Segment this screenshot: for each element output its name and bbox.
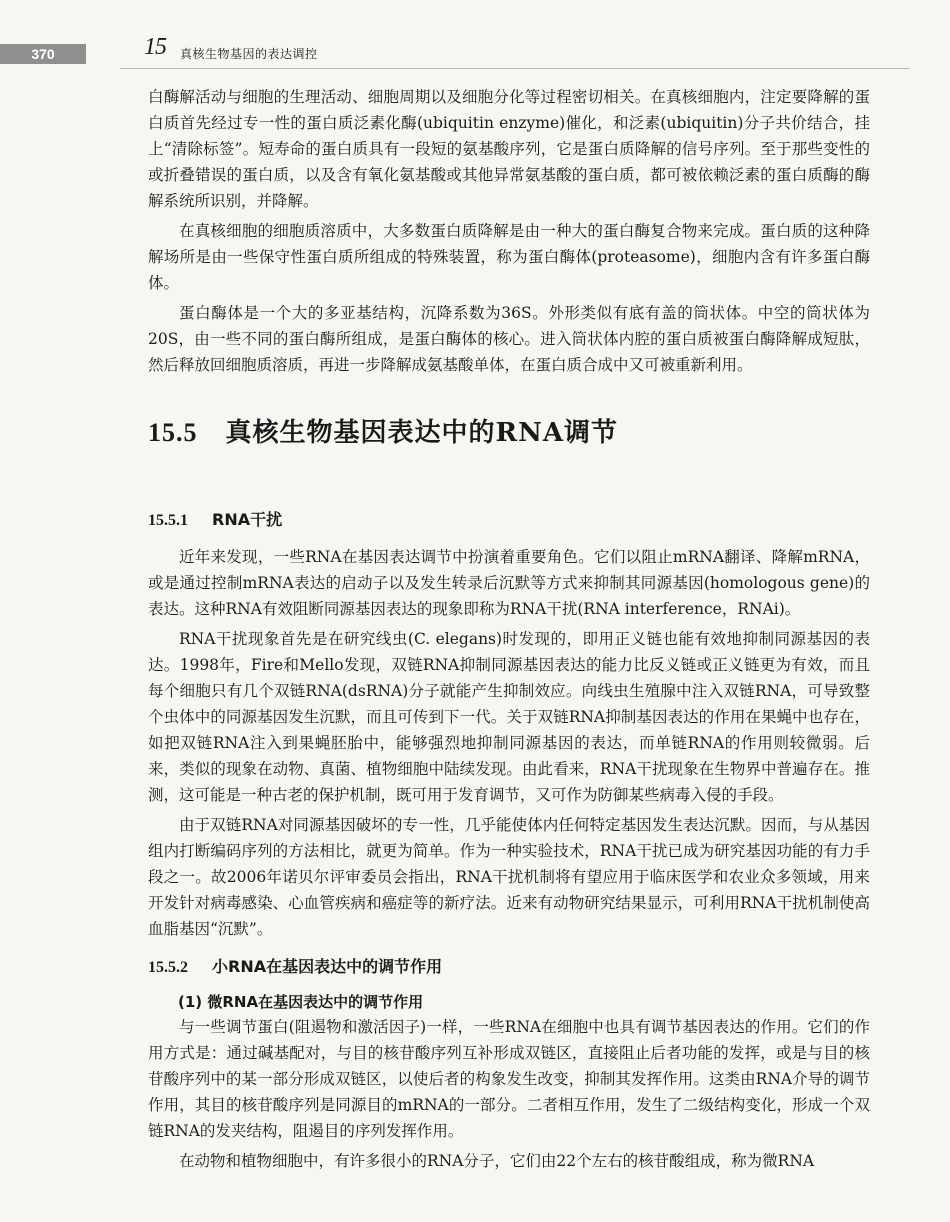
sub-subheading: (1) 微RNA在基因表达中的调节作用 [178,993,424,1011]
paragraph: 白酶解活动与细胞的生理活动、细胞周期以及细胞分化等过程密切相关。在真核细胞内，注定要降解的蛋白质首先经过专一性的蛋白质泛素化酶(ubiquitin enzyme)催化，和泛素(ubiquitin)分子共价结合，挂上“清除标签”。短寿命的蛋白质具有一段短的氨基酸序列，它是蛋白质降解的信号序列。至于那些变性的或折叠错误的蛋白质，以及含有氧化氨基酸或其他异常氨基酸的蛋白质，都可被依赖泛素的蛋白质酶的酶解系统所识别，并降解。 [148,88,870,210]
paragraph: 近年来发现，一些RNA在基因表达调节中扮演着重要角色。它们以阻止mRNA翻译、降解mRNA，或是通过控制mRNA表达的启动子以及发生转录后沉默等方式来抑制其同源基因(homologous gene)的表达。这种RNA有效阻断同源基因表达的现象即称为RNA干扰(RNA interference，RNAi)。 [148,548,870,618]
paragraph: 与一些调节蛋白(阻遏物和激活因子)一样，一些RNA在细胞中也具有调节基因表达的作用。它们的作用方式是：通过碱基配对，与目的核苷酸序列互补形成双链区，直接阻止后者功能的发挥，或是与目的核苷酸序列中的某一部分形成双链区，以使后者的构象发生改变，抑制其发挥作用。这类由RNA介导的调节作用，其目的核苷酸序列是同源目的mRNA的一部分。二者相互作用，发生了二级结构变化，形成一个双链RNA的发夹结构，阻遏目的序列发挥作用。 [148,1018,870,1140]
section-number: 15.5 [148,418,198,447]
subsection-number: 15.5.2 [148,959,188,976]
subsection-title: RNA干扰 [212,510,283,529]
subsection-heading [148,954,870,977]
page-body [148,84,870,1178]
paragraph: 蛋白酶体是一个大的多亚基结构，沉降系数为36S。外形类似有底有盖的筒状体。中空的筒状体为20S，由一些不同的蛋白酶所组成，是蛋白酶体的核心。进入筒状体内腔的蛋白质被蛋白酶降解成短肽，然后释放回细胞质溶质，再进一步降解成氨基酸单体，在蛋白质合成中又可被重新利用。 [148,304,870,374]
subsection-number: 15.5.1 [148,512,188,529]
chapter-number: 15 [144,34,166,60]
chapter-title: 真核生物基因的表达调控 [180,47,318,61]
paragraph: 在动物和植物细胞中，有许多很小的RNA分子，它们由22个左右的核苷酸组成，称为微RNA [179,1152,815,1170]
paragraph: RNA干扰现象首先是在研究线虫(C. elegans)时发现的，即用正义链也能有效地抑制同源基因的表达。1998年，Fire和Mello发现，双链RNA抑制同源基因表达的能力比反义链或正义链更为有效，而且每个细胞只有几个双链RNA(dsRNA)分子就能产生抑制效应。向线虫生殖腺中注入双链RNA，可导致整个虫体中的同源基因发生沉默，而且可传到下一代。关于双链RNA抑制基因表达的作用在果蝇中也存在，如把双链RNA注入到果蝇胚胎中，能够强烈地抑制同源基因的表达，而单链RNA的作用则较微弱。后来，类似的现象在动物、真菌、植物细胞中陆续发现。由此看来，RNA干扰现象在生物界中普遍存在。推测，这可能是一种古老的保护机制，既可用于发育调节，又可作为防御某些病毒入侵的手段。 [148,630,870,804]
subsection-title: 小RNA在基因表达中的调节作用 [212,957,443,976]
section-title: 真核生物基因表达中的RNA调节 [225,418,619,448]
header-rule [120,68,910,69]
page-number: 370 [0,44,86,64]
paragraph: 由于双链RNA对同源基因破坏的专一性，几乎能使体内任何特定基因发生表达沉默。因而，与从基因组内打断编码序列的方法相比，就更为简单。作为一种实验技术，RNA干扰已成为研究基因功能的有力手段之一。故2006年诺贝尔评审委员会指出，RNA干扰机制将有望应用于临床医学和农业众多领域，用来开发针对病毒感染、心血管疾病和癌症等的新疗法。近来有动物研究结果显示，可利用RNA干扰机制使高血脂基因“沉默”。 [148,816,870,938]
subsection-heading [148,507,870,530]
section-heading [148,412,870,449]
paragraph: 在真核细胞的细胞质溶质中，大多数蛋白质降解是由一种大的蛋白酶复合物来完成。蛋白质的这种降解场所是由一些保守性蛋白质所组成的特殊装置，称为蛋白酶体(proteasome)，细胞内含有许多蛋白酶体。 [148,222,870,292]
